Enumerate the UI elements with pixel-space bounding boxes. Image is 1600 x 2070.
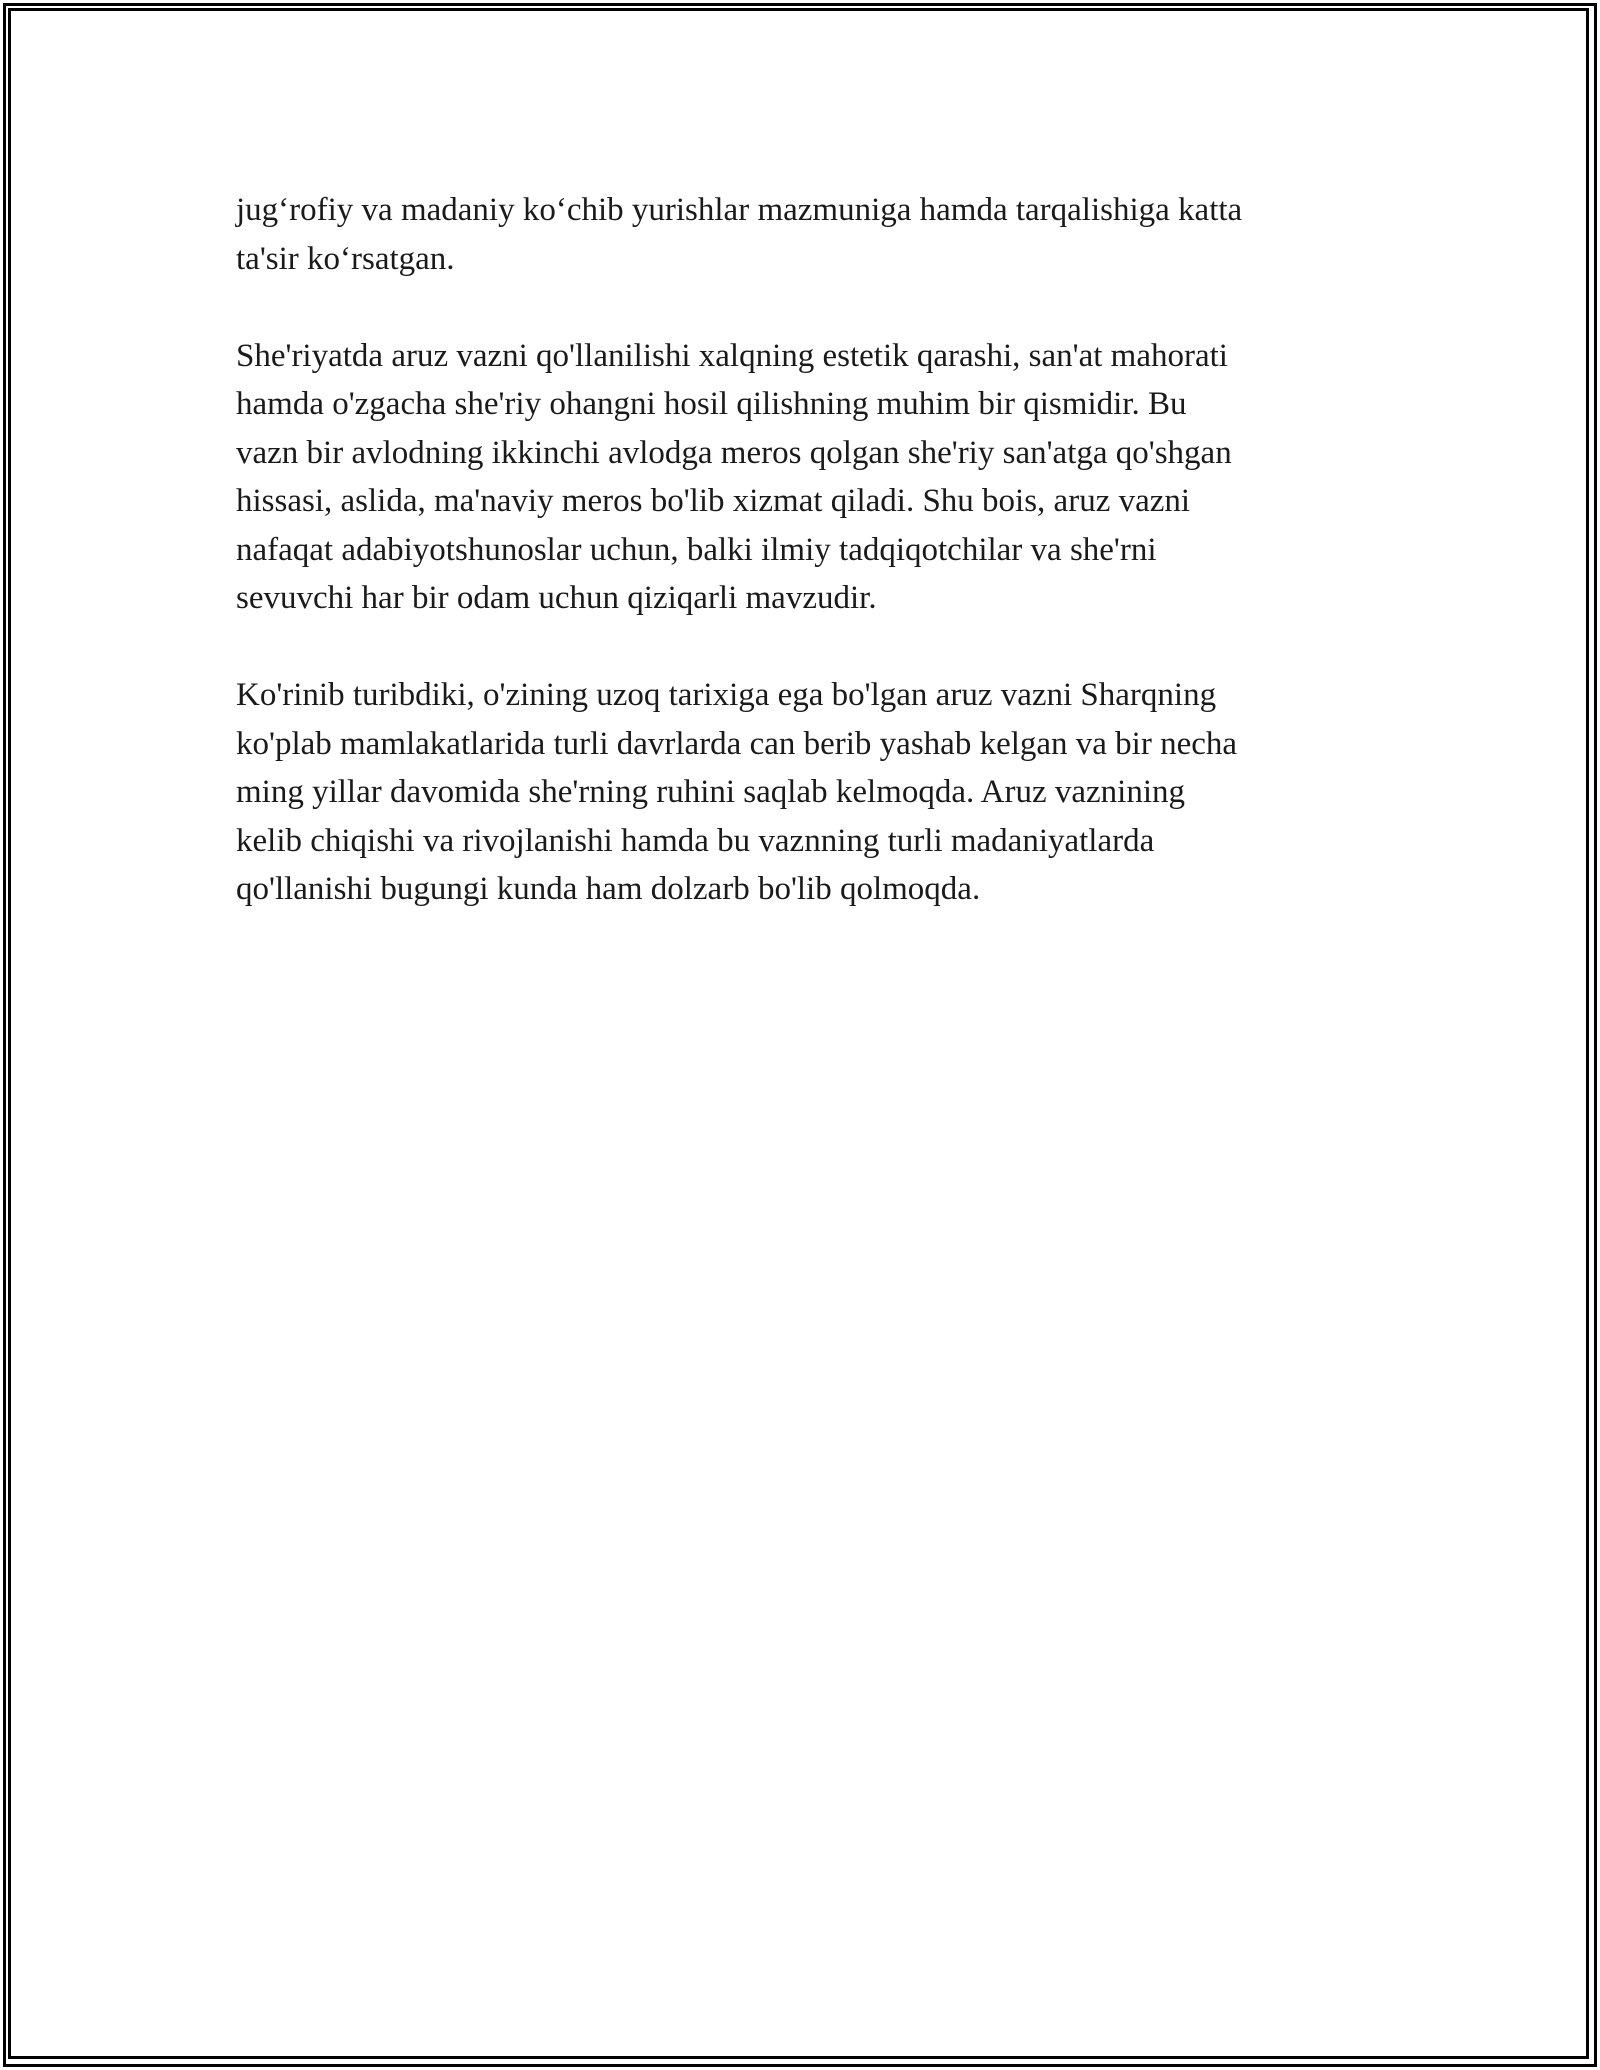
document-body: [236, 186, 1366, 914]
paragraph-3: Ko'rinib turibdiki, o'zining uzoq tarixiga ega bo'lgan aruz vazni Sharqning ko'plab mamlakatlarida turli davrlarda can berib yashab kelgan va bir necha ming yillar davomida she'rning ruhini saqlab kelmoqda. Aruz vaznining kelib chiqishi va rivojlanishi hamda bu vaznning turli madaniyatlarda qo'llanishi bugungi kunda ham dolzarb bo'lib qolmoqda.: [236, 677, 1238, 907]
paragraph-2: She'riyatda aruz vazni qo'llanilishi xalqning estetik qarashi, san'at mahorati hamda o'zgacha she'riy ohangni hosil qilishning muhim bir qismidir. Bu vazn bir avlodning ikkinchi avlodga meros qolgan she'riy san'atga qo'shgan hissasi, aslida, ma'naviy meros bo'lib xizmat qiladi. Shu bois, aruz vazni nafaqat adabiyotshunoslar uchun, balki ilmiy tadqiqotchilar va she'rni sevuvchi har bir odam uchun qiziqarli mavzudir.: [236, 337, 1232, 616]
paragraph-1: jug‘rofiy va madaniy ko‘chib yurishlar mazmuniga hamda tarqalishiga katta ta'sir ko‘rsatgan.: [236, 192, 1243, 277]
